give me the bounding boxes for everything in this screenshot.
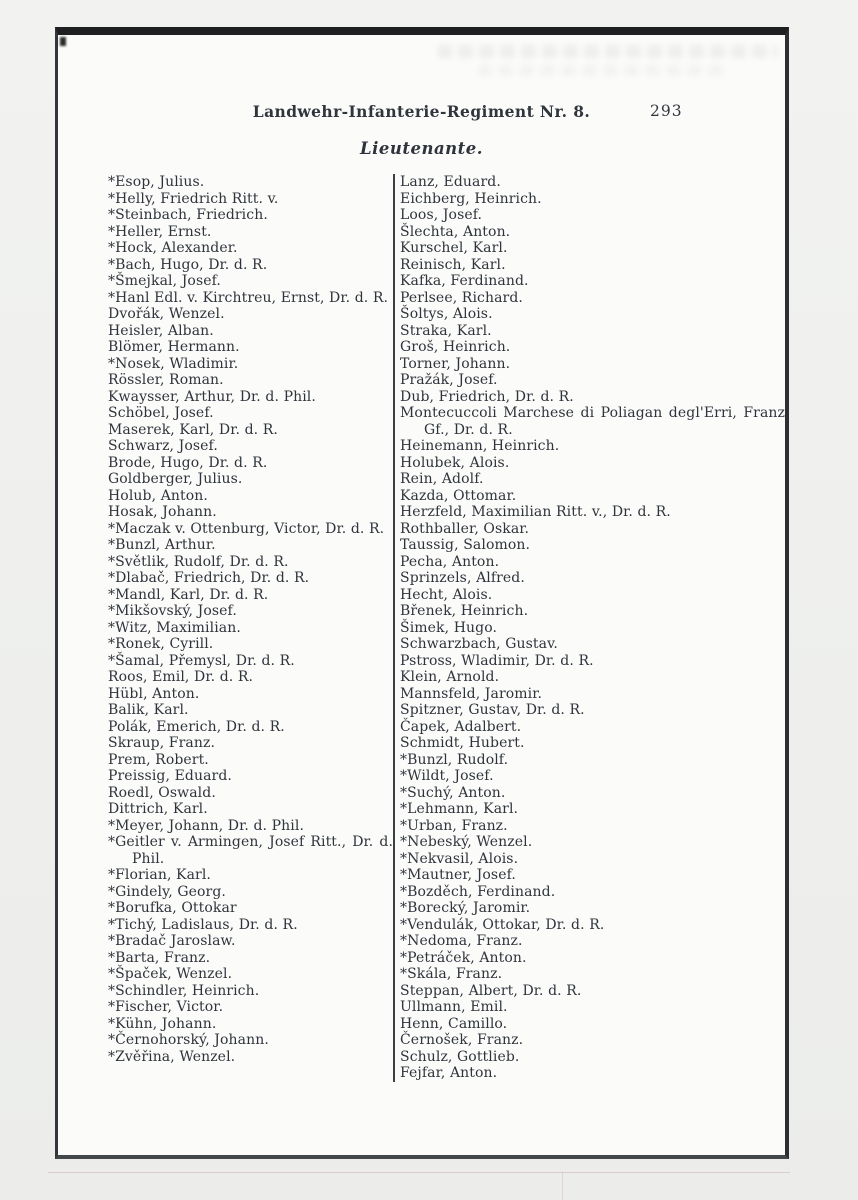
list-item: Heinemann, Heinrich. — [400, 438, 560, 454]
list-item: *Mandl, Karl, Dr. d. R. — [108, 586, 269, 603]
list-item: Henn, Camillo. — [400, 1015, 508, 1032]
scan-artifact-line — [562, 1172, 563, 1200]
list-item: *Zvěřina, Wenzel. — [108, 1048, 236, 1065]
scan-artifact-line — [48, 1172, 790, 1173]
list-item: *Esop, Julius. — [108, 174, 205, 190]
list-item: *Geitler v. Armingen, Josef Ritt., Dr. d. Phil. — [108, 834, 393, 867]
column-divider-rule — [393, 174, 395, 1082]
page-title: Landwehr-Infanterie-Regiment Nr. 8. — [252, 102, 591, 121]
list-item: Hecht, Alois. — [400, 586, 493, 603]
list-item: Montecuccoli Marchese di Poliagan degl'Erri, Franz Gf., Dr. d. R. — [400, 405, 785, 438]
list-item: *Bunzl, Arthur. — [108, 537, 216, 553]
list-item: *Šmejkal, Josef. — [108, 273, 221, 289]
list-item: *Špaček, Wenzel. — [108, 966, 233, 982]
list-item: *Steinbach, Friedrich. — [108, 207, 268, 223]
list-item: *Schindler, Heinrich. — [108, 982, 260, 999]
list-item: Prem, Robert. — [108, 751, 209, 768]
list-item: *Heller, Ernst. — [108, 223, 212, 240]
list-item: *Skála, Franz. — [400, 966, 503, 982]
list-item: *Lehmann, Karl. — [400, 801, 519, 817]
list-item: *Urban, Franz. — [400, 817, 508, 834]
list-item: Balik, Karl. — [108, 702, 189, 718]
list-item: Pecha, Anton. — [400, 553, 500, 570]
list-item: Schmidt, Hubert. — [400, 735, 525, 751]
list-item: Groš, Heinrich. — [400, 339, 511, 355]
list-item: Rein, Adolf. — [400, 471, 484, 487]
list-item: *Nekvasil, Alois. — [400, 850, 519, 867]
names-column-right — [400, 174, 785, 1082]
list-item: Kafka, Ferdinand. — [400, 273, 529, 289]
list-item: Perlsee, Richard. — [400, 289, 523, 306]
list-item: *Tichý, Ladislaus, Dr. d. R. — [108, 916, 298, 933]
list-item: *Gindely, Georg. — [108, 883, 226, 900]
list-item: Kurschel, Karl. — [400, 240, 508, 256]
list-item: *Ronek, Cyrill. — [108, 636, 214, 652]
list-item: Šimek, Hugo. — [400, 619, 498, 636]
list-item: Herzfeld, Maximilian Ritt. v., Dr. d. R. — [400, 504, 671, 520]
list-item: *Maczak v. Ottenburg, Victor, Dr. d. R. — [108, 520, 385, 537]
list-item: Goldberger, Julius. — [108, 471, 243, 487]
list-item: Mannsfeld, Jaromir. — [400, 685, 543, 702]
list-item: Preissig, Eduard. — [108, 768, 232, 784]
list-item: *Bradač Jaroslaw. — [108, 933, 236, 949]
list-item: *Wildt, Josef. — [400, 768, 494, 784]
list-item: Pražák, Josef. — [400, 372, 498, 388]
names-column-left — [108, 174, 393, 1082]
list-item: Schwarzbach, Gustav. — [400, 636, 558, 652]
list-item: Hübl, Anton. — [108, 685, 200, 702]
list-item: Dub, Friedrich, Dr. d. R. — [400, 388, 574, 405]
list-item: Blömer, Hermann. — [108, 339, 240, 355]
list-item: Maserek, Karl, Dr. d. R. — [108, 421, 278, 438]
list-item: Kwaysser, Arthur, Dr. d. Phil. — [108, 388, 316, 405]
list-item: Roos, Emil, Dr. d. R. — [108, 669, 254, 685]
page-number: 293 — [650, 102, 683, 120]
list-item: *Nebeský, Wenzel. — [400, 834, 533, 850]
list-item: Polák, Emerich, Dr. d. R. — [108, 718, 285, 735]
list-item: Schulz, Gottlieb. — [400, 1048, 520, 1065]
list-item: Spitzner, Gustav, Dr. d. R. — [400, 702, 585, 718]
list-item: Eichberg, Heinrich. — [400, 190, 542, 207]
scanned-page — [55, 27, 789, 1159]
list-item: Schwarz, Josef. — [108, 438, 218, 454]
list-item: *Florian, Karl. — [108, 867, 211, 883]
list-item: *Helly, Friedrich Ritt. v. — [108, 190, 279, 207]
list-item: Skraup, Franz. — [108, 735, 215, 751]
list-item: Taussig, Salomon. — [400, 537, 531, 553]
list-item: *Witz, Maximilian. — [108, 619, 241, 636]
list-item: Torner, Johann. — [400, 355, 511, 372]
list-item: Holub, Anton. — [108, 487, 208, 504]
list-item: *Borecký, Jaromir. — [400, 900, 531, 916]
list-item: Kazda, Ottomar. — [400, 487, 517, 504]
list-item: Dittrich, Karl. — [108, 801, 208, 817]
list-item: Pstross, Wladimir, Dr. d. R. — [400, 652, 594, 669]
list-item: Šoltys, Alois. — [400, 306, 493, 322]
list-item: *Suchý, Anton. — [400, 784, 506, 801]
list-item: *Dlabač, Friedrich, Dr. d. R. — [108, 570, 310, 586]
list-item: *Mautner, Josef. — [400, 867, 516, 883]
list-item: Klein, Arnold. — [400, 669, 500, 685]
list-item: Heisler, Alban. — [108, 322, 214, 339]
list-item: Ullmann, Emil. — [400, 999, 508, 1015]
list-item: *Meyer, Johann, Dr. d. Phil. — [108, 817, 304, 834]
list-item: Schöbel, Josef. — [108, 405, 214, 421]
section-title: Lieutenante. — [359, 139, 484, 158]
list-item: *Nedoma, Franz. — [400, 933, 523, 949]
list-item: Rothballer, Oskar. — [400, 520, 530, 537]
list-item: Sprinzels, Alfred. — [400, 570, 525, 586]
list-item: *Světlik, Rudolf, Dr. d. R. — [108, 553, 289, 570]
list-item: Reinisch, Karl. — [400, 256, 506, 273]
list-item: *Petráček, Anton. — [400, 949, 527, 966]
list-item: *Šamal, Přemysl, Dr. d. R. — [108, 652, 295, 669]
list-item: *Hanl Edl. v. Kirchtreu, Ernst, Dr. d. R. — [108, 289, 389, 306]
list-item: *Mikšovský, Josef. — [108, 603, 237, 619]
list-item: *Nosek, Wladimir. — [108, 355, 239, 372]
list-item: *Fischer, Victor. — [108, 999, 224, 1015]
list-item: *Barta, Franz. — [108, 949, 211, 966]
list-item: Rössler, Roman. — [108, 372, 224, 388]
list-item: Straka, Karl. — [400, 322, 492, 339]
list-item: Brode, Hugo, Dr. d. R. — [108, 454, 268, 471]
list-item: *Bach, Hugo, Dr. d. R. — [108, 256, 268, 273]
list-item: *Černohorský, Johann. — [108, 1032, 269, 1048]
list-item: *Vendulák, Ottokar, Dr. d. R. — [400, 916, 605, 933]
list-item: Roedl, Oswald. — [108, 784, 216, 801]
list-item: Loos, Josef. — [400, 207, 483, 223]
list-item: Hosak, Johann. — [108, 504, 217, 520]
bleed-through-smudge — [438, 45, 778, 58]
list-item: Fejfar, Anton. — [400, 1065, 498, 1081]
name-list — [108, 174, 785, 1082]
list-item: *Kühn, Johann. — [108, 1015, 217, 1032]
list-item: Břenek, Heinrich. — [400, 603, 529, 619]
list-item: *Borufka, Ottokar — [108, 900, 237, 916]
list-item: Holubek, Alois. — [400, 454, 510, 471]
list-item: *Hock, Alexander. — [108, 240, 238, 256]
list-item: *Bunzl, Rudolf. — [400, 751, 509, 768]
list-item: Černošek, Franz. — [400, 1032, 524, 1048]
list-item: Lanz, Eduard. — [400, 174, 501, 190]
list-item: Šlechta, Anton. — [400, 223, 511, 240]
list-item: Dvořák, Wenzel. — [108, 306, 225, 322]
list-item: *Bozděch, Ferdinand. — [400, 883, 556, 900]
list-item: Steppan, Albert, Dr. d. R. — [400, 982, 582, 999]
list-item: Čapek, Adalbert. — [400, 718, 522, 735]
scan-artifact-speck — [60, 37, 66, 46]
bleed-through-smudge — [478, 65, 728, 76]
